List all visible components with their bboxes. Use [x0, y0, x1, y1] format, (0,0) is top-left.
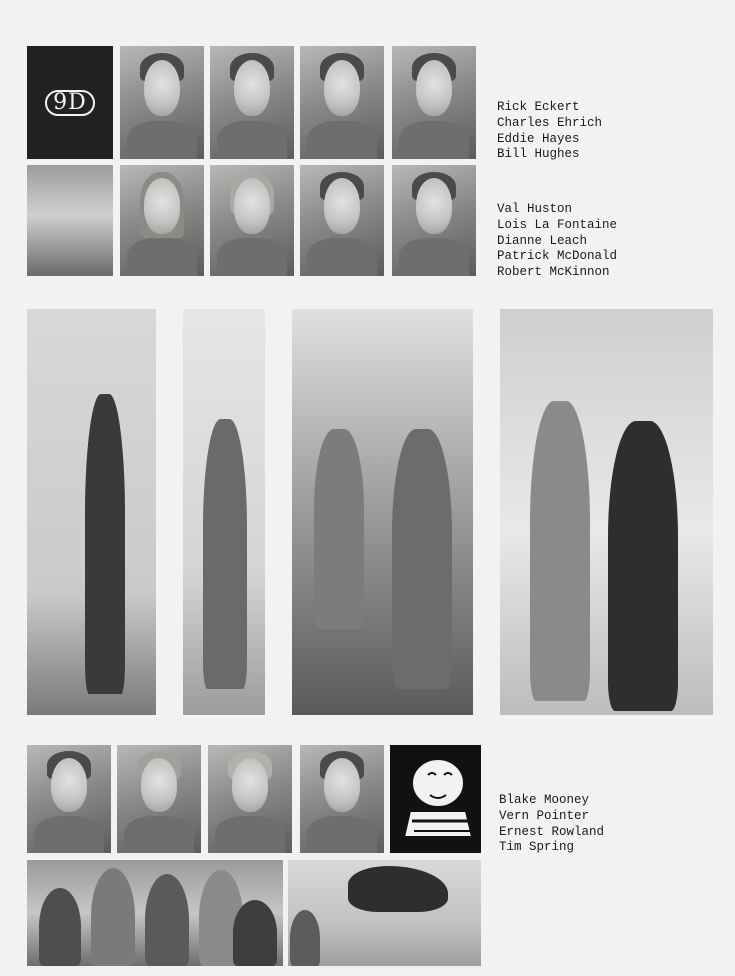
student-name: Tim Spring	[499, 840, 575, 855]
candid-photo-classroom	[292, 309, 473, 715]
student-portrait	[120, 46, 204, 159]
student-name: Ernest Rowland	[499, 824, 605, 839]
student-name: Patrick McDonald	[497, 249, 618, 264]
candid-photo-hallway	[27, 309, 156, 715]
student-portrait	[300, 165, 384, 276]
candid-photo-kitchen	[500, 309, 713, 715]
candid-photo-student-walking	[183, 309, 265, 715]
student-portrait	[392, 46, 476, 159]
student-name: Dianne Leach	[497, 233, 588, 248]
student-portrait	[392, 165, 476, 276]
student-portrait	[208, 745, 292, 853]
student-name: Rick Eckert	[497, 100, 580, 114]
student-name: Bill Hughes	[497, 147, 580, 162]
name-list-row-3	[499, 793, 604, 856]
section-label: 9D	[45, 90, 95, 116]
student-portrait	[210, 46, 294, 159]
student-portrait	[300, 46, 384, 159]
name-list-row-2	[497, 202, 617, 281]
student-name: Blake Mooney	[499, 793, 590, 807]
student-portrait	[120, 165, 204, 276]
student-name: Eddie Hayes	[497, 131, 580, 146]
name-list-row-1	[497, 100, 602, 163]
student-name: Val Huston	[497, 202, 573, 216]
candid-photo-desk	[27, 165, 113, 276]
student-portrait	[300, 745, 384, 853]
student-name: Lois La Fontaine	[497, 217, 618, 232]
candid-photo-gym-jump	[288, 860, 481, 966]
student-portrait	[117, 745, 201, 853]
student-name: Charles Ehrich	[497, 115, 603, 130]
section-label-block	[27, 46, 113, 159]
student-name: Vern Pointer	[499, 808, 590, 823]
student-name: Robert McKinnon	[497, 265, 610, 280]
candid-photo-group-of-girls	[27, 860, 283, 966]
cartoon-drawing-icon	[390, 745, 481, 853]
student-portrait	[27, 745, 111, 853]
charlie-brown-cartoon	[390, 745, 481, 853]
student-portrait	[210, 165, 294, 276]
